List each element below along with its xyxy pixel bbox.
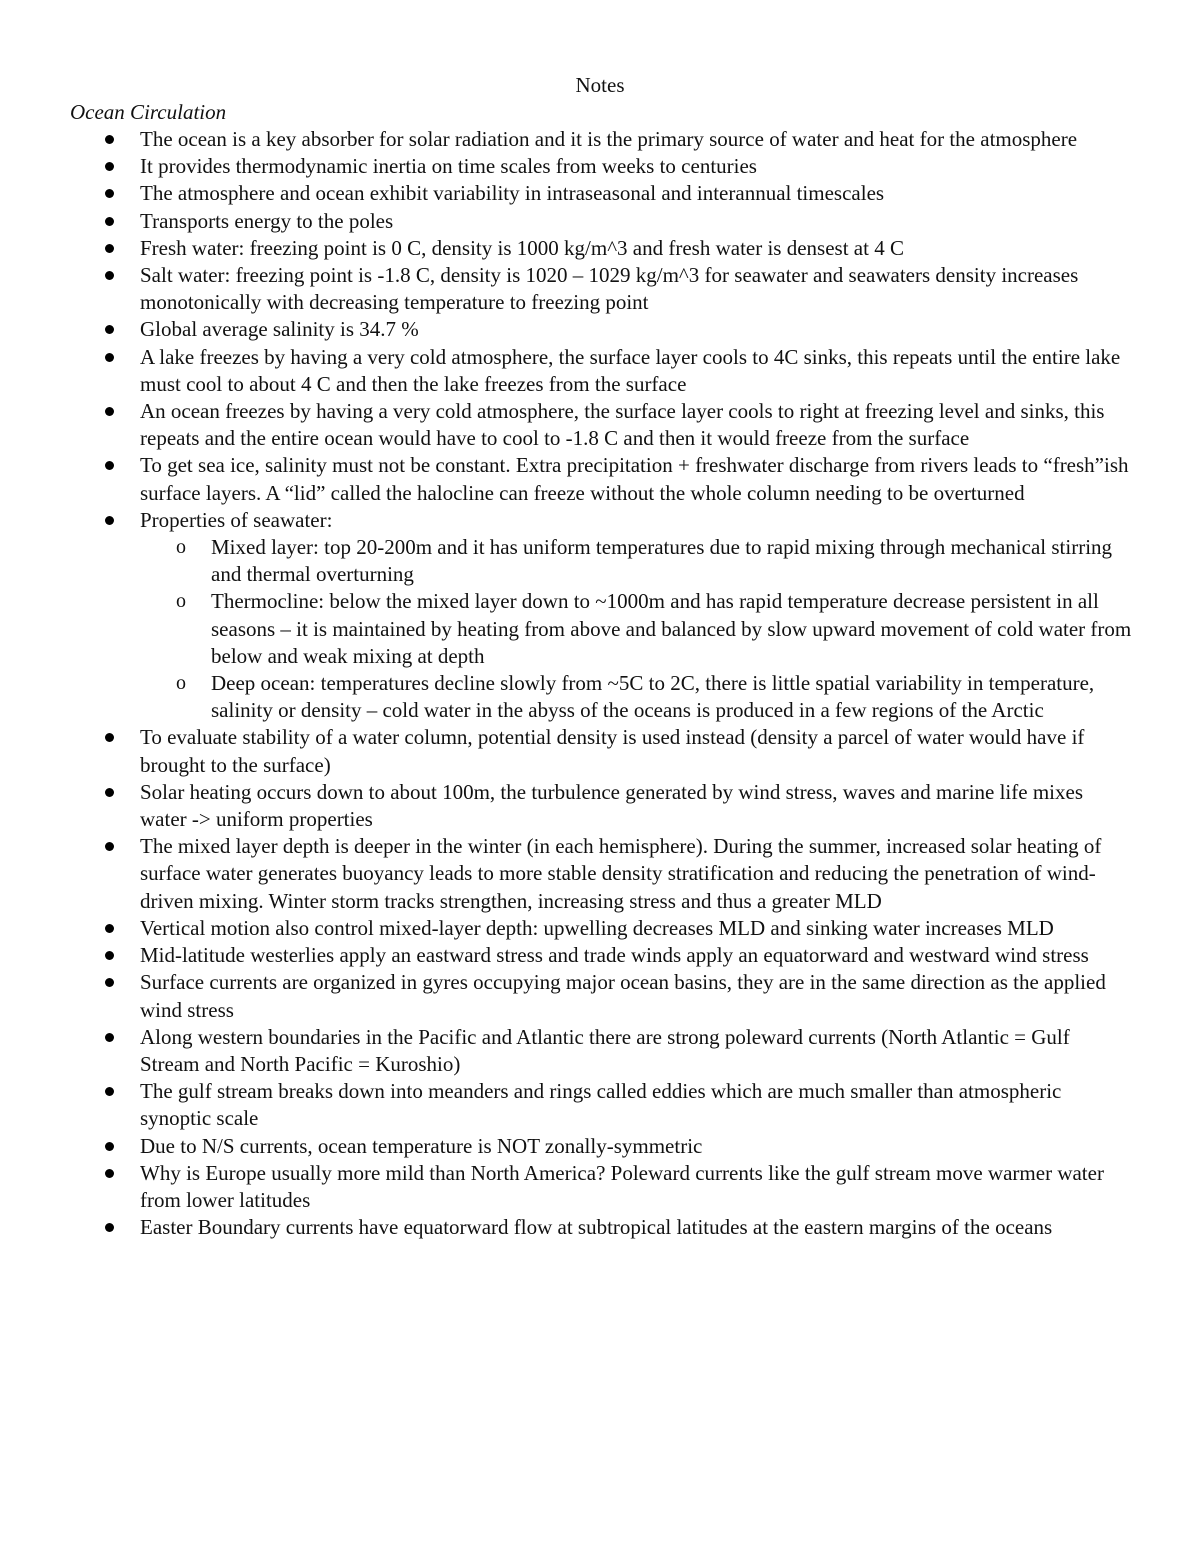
bullet-item: The gulf stream breaks down into meanders and rings called eddies which are much smaller than atmospheric synoptic scale [0,1078,1200,1132]
bullet-item: The atmosphere and ocean exhibit variability in intraseasonal and interannual timescales [0,180,1200,207]
bullet-item: Vertical motion also control mixed-layer depth: upwelling decreases MLD and sinking water increases MLD [0,915,1200,942]
bullet-item: Easter Boundary currents have equatorward flow at subtropical latitudes at the eastern margins of the oceans [0,1214,1200,1241]
bullet-item: To evaluate stability of a water column, potential density is used instead (density a parcel of water would have if brought to the surface) [0,724,1200,778]
bullet-item: The ocean is a key absorber for solar radiation and it is the primary source of water and heat for the atmosphere [0,126,1200,153]
bullet-item-properties [0,507,1200,725]
bullet-item: Along western boundaries in the Pacific and Atlantic there are strong poleward currents (North Atlantic = Gulf Stream and North Pacific = Kuroshio) [0,1024,1200,1078]
bullet-item: Global average salinity is 34.7 % [0,316,1200,343]
bullet-item: Due to N/S currents, ocean temperature is NOT zonally-symmetric [0,1133,1200,1160]
bullet-item: Why is Europe usually more mild than North America? Poleward currents like the gulf stream move warmer water from lower latitudes [0,1160,1200,1214]
bullet-item: Solar heating occurs down to about 100m, the turbulence generated by wind stress, waves and marine life mixes water -> uniform properties [0,779,1200,833]
sub-bullet-item: o Mixed layer: top 20-200m and it has uniform temperatures due to rapid mixing through mechanical stirring and thermal overturning [140,534,1134,588]
properties-sublist [140,534,1134,724]
bullet-item: Fresh water: freezing point is 0 C, density is 1000 kg/m^3 and fresh water is densest at 4 C [0,235,1200,262]
notes-list [0,126,1200,1241]
bullet-item: A lake freezes by having a very cold atmosphere, the surface layer cools to 4C sinks, this repeats until the entire lake must cool to about 4 C and then the lake freezes from the surface [0,344,1200,398]
bullet-item: Transports energy to the poles [0,208,1200,235]
sub-bullet-item: o Thermocline: below the mixed layer down to ~1000m and has rapid temperature decrease persistent in all seasons – it is maintained by heating from above and balanced by slow upward movement of cold water from below and weak mixing at depth [140,588,1134,670]
bullet-item: Mid-latitude westerlies apply an eastward stress and trade winds apply an equatorward and westward wind stress [0,942,1200,969]
bullet-item: Surface currents are organized in gyres occupying major ocean basins, they are in the same direction as the applied wind stress [0,969,1200,1023]
bullet-item: It provides thermodynamic inertia on time scales from weeks to centuries [0,153,1200,180]
bullet-item: Salt water: freezing point is -1.8 C, density is 1020 – 1029 kg/m^3 for seawater and seawaters density increases monotonically with decreasing temperature to freezing point [0,262,1200,316]
properties-label: Properties of seawater: [140,507,333,532]
page-title: Notes [575,73,625,97]
sub-bullet-item: o Deep ocean: temperatures decline slowly from ~5C to 2C, there is little spatial variability in temperature, salinity or density – cold water in the abyss of the oceans is produced in a few regions of the Arctic [140,670,1134,724]
section-heading: Ocean Circulation [70,100,227,124]
bullet-item: The mixed layer depth is deeper in the winter (in each hemisphere). During the summer, increased solar heating of surface water generates buoyancy leads to more stable density stratification and reducing the penetration of wind-driven mixing. Winter storm tracks strengthen, increasing stress and thus a greater MLD [0,833,1200,915]
bullet-item: To get sea ice, salinity must not be constant. Extra precipitation + freshwater discharge from rivers leads to “fresh”ish surface layers. A “lid” called the halocline can freeze without the whole column needing to be overturned [0,452,1200,506]
bullet-item: An ocean freezes by having a very cold atmosphere, the surface layer cools to right at freezing level and sinks, this repeats and the entire ocean would have to cool to -1.8 C and then it would freeze from the surface [0,398,1200,452]
